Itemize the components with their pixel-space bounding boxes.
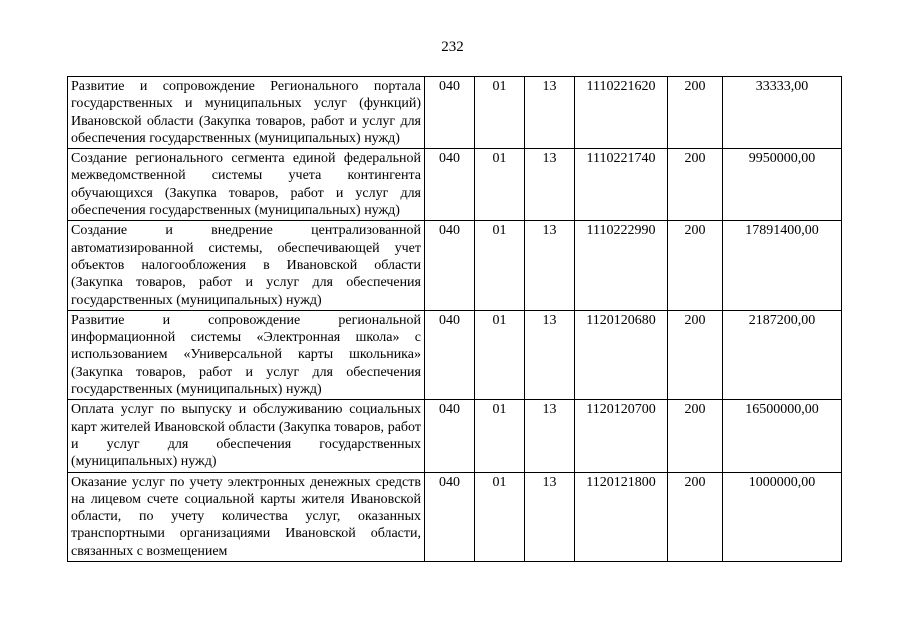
ministry-code: 040 xyxy=(425,149,475,221)
target-item-code: 1120120700 xyxy=(575,400,668,472)
row-description: Оплата услуг по выпуску и обслуживанию социальных карт жителей Ивановской области (Закупка товаров, работ и услуг для обеспечения государственных (муниципальных) нужд) xyxy=(68,400,425,472)
subsection-code: 13 xyxy=(525,221,575,310)
section-code: 01 xyxy=(475,77,525,149)
target-item-code: 1110221620 xyxy=(575,77,668,149)
page-number: 232 xyxy=(441,39,464,55)
ministry-code: 040 xyxy=(425,77,475,149)
subsection-code: 13 xyxy=(525,472,575,561)
target-item-code: 1120120680 xyxy=(575,310,668,399)
table-row xyxy=(68,472,842,561)
expense-type-code: 200 xyxy=(668,221,723,310)
row-description-text: Оказание услуг по учету электронных денежных средств на лицевом счете социальной карты жителя Ивановской области, по учету количества услуг, оказанных транспортными организациями Ивановской области, связанных с возмещением xyxy=(71,474,421,559)
section-code: 01 xyxy=(475,149,525,221)
target-item-code: 1110222990 xyxy=(575,221,668,310)
table-row xyxy=(68,77,842,149)
subsection-code: 13 xyxy=(525,149,575,221)
expense-type-code: 200 xyxy=(668,149,723,221)
expense-type-code: 200 xyxy=(668,472,723,561)
table-row xyxy=(68,149,842,221)
table-row xyxy=(68,310,842,399)
expense-type-code: 200 xyxy=(668,310,723,399)
row-description: Создание и внедрение централизованной автоматизированной системы, обеспечивающей учет объектов налогообложения в Ивановской области (Закупка товаров, работ и услуг для обеспечения государственных (муниципальных) нужд) xyxy=(68,221,425,310)
subsection-code: 13 xyxy=(525,400,575,472)
ministry-code: 040 xyxy=(425,472,475,561)
expense-type-code: 200 xyxy=(668,400,723,472)
budget-table xyxy=(67,76,842,562)
row-description: Развитие и сопровождение региональной информационной системы «Электронная школа» с использованием «Универсальной карты школьника» (Закупка товаров, работ и услуг для обеспечения государственных (муниципальных) нужд) xyxy=(68,310,425,399)
target-item-code: 1120121800 xyxy=(575,472,668,561)
target-item-code: 1110221740 xyxy=(575,149,668,221)
ministry-code: 040 xyxy=(425,310,475,399)
subsection-code: 13 xyxy=(525,77,575,149)
section-code: 01 xyxy=(475,310,525,399)
amount: 17891400,00 xyxy=(723,221,842,310)
row-description xyxy=(68,472,425,561)
section-code: 01 xyxy=(475,221,525,310)
row-description: Развитие и сопровождение Регионального портала государственных и муниципальных услуг (функций) Ивановской области (Закупка товаров, работ и услуг для обеспечения государственных (муниципальных) нужд) xyxy=(68,77,425,149)
expense-type-code: 200 xyxy=(668,77,723,149)
subsection-code: 13 xyxy=(525,310,575,399)
amount: 2187200,00 xyxy=(723,310,842,399)
amount: 33333,00 xyxy=(723,77,842,149)
amount: 9950000,00 xyxy=(723,149,842,221)
table-row xyxy=(68,400,842,472)
amount: 1000000,00 xyxy=(723,472,842,561)
section-code: 01 xyxy=(475,472,525,561)
row-description: Создание регионального сегмента единой федеральной межведомственной системы учета контингента обучающихся (Закупка товаров, работ и услуг для обеспечения государственных (муниципальных) нужд) xyxy=(68,149,425,221)
amount: 16500000,00 xyxy=(723,400,842,472)
ministry-code: 040 xyxy=(425,221,475,310)
ministry-code: 040 xyxy=(425,400,475,472)
section-code: 01 xyxy=(475,400,525,472)
table-row xyxy=(68,221,842,310)
